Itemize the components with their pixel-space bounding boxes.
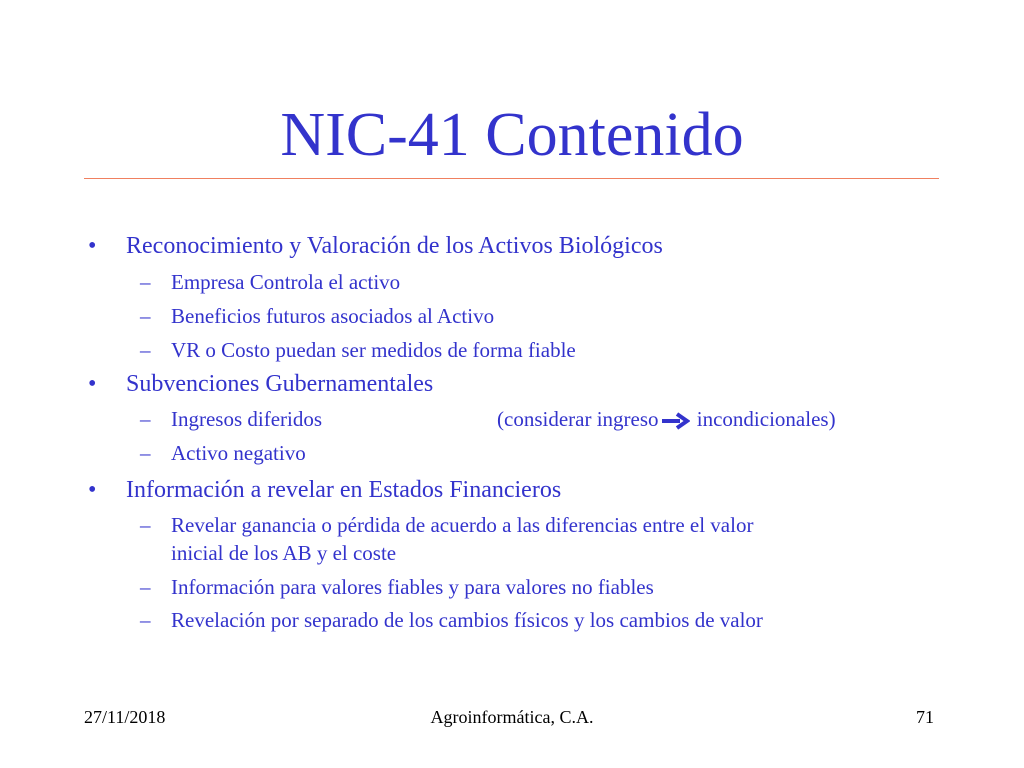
dash-marker: – — [140, 338, 151, 362]
note-before: (considerar ingreso — [497, 407, 659, 431]
dash-marker: – — [140, 304, 151, 328]
subitem-text: Beneficios futuros asociados al Activo — [171, 304, 495, 328]
footer-page-number: 71 — [916, 707, 934, 727]
dash-marker: – — [140, 608, 151, 632]
bullet-text: Subvenciones Gubernamentales — [126, 371, 434, 397]
dash-marker: – — [140, 575, 151, 599]
subitem-text: VR o Costo puedan ser medidos de forma fiable — [171, 338, 576, 362]
bullet-text: Reconocimiento y Valoración de los Activos Biológicos — [126, 233, 663, 259]
subitem-text-line2: inicial de los AB y el coste — [171, 541, 397, 565]
dash-marker: – — [140, 407, 151, 431]
subitem-note — [497, 406, 836, 432]
bullet-marker: • — [88, 477, 97, 503]
subitem-text-line1: Revelar ganancia o pérdida de acuerdo a las diferencias entre el valor — [171, 513, 754, 537]
subitem-text: Activo negativo — [171, 441, 306, 465]
subitem-text: Ingresos diferidos — [171, 407, 323, 431]
dash-marker: – — [140, 441, 151, 465]
subitem-text: Información para valores fiables y para valores no fiables — [171, 575, 654, 599]
footer-date: 27/11/2018 — [84, 707, 166, 727]
subitem-text: Empresa Controla el activo — [171, 270, 401, 294]
footer-company: Agroinformática, C.A. — [430, 707, 594, 727]
bullet-marker: • — [88, 233, 97, 259]
bullet-marker: • — [88, 371, 97, 397]
right-arrow-icon — [660, 411, 690, 431]
dash-marker: – — [140, 270, 151, 294]
slide-title: NIC-41 Contenido — [280, 101, 744, 169]
subitem-text: Revelación por separado de los cambios físicos y los cambios de valor — [171, 608, 763, 632]
bullet-text: Información a revelar en Estados Financieros — [126, 477, 562, 503]
dash-marker: – — [140, 513, 151, 537]
note-after: incondicionales) — [691, 407, 836, 431]
